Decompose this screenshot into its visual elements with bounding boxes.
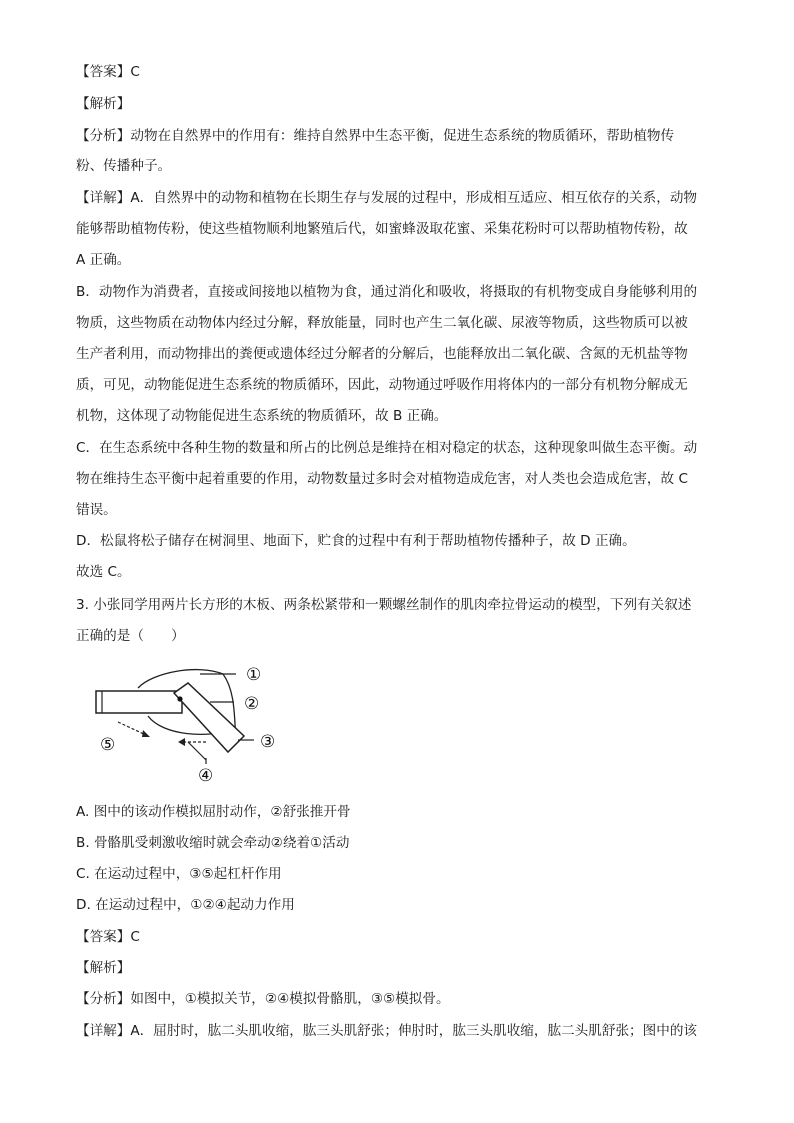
label-5: ⑤ [100,735,116,755]
fenxi-tag: 【分析】 [76,128,131,144]
screw-joint [177,696,182,701]
answer-tag: 【答案】 [76,64,131,80]
answer-value-2: C [130,929,140,945]
leader-line-4b [188,742,206,760]
detail-a-line-3: A 正确。 [76,252,131,268]
answer-tag-2: 【答案】 [76,929,131,945]
label-3: ③ [260,732,276,752]
muscle-bone-model-figure [88,658,298,786]
detail-b-line-2: 物质，这些物质在动物体内经过分解，释放能量，同时也产生二氧化碳、尿液等物质，这些物质可以被 [76,315,688,331]
fenxi-text-2: 如图中，①模拟关节，②④模拟骨骼肌，③⑤模拟骨。 [130,991,450,1007]
fenxi-line-1 [76,126,722,146]
fenxi-text: 动物在自然界中的作用有：维持自然界中生态平衡，促进生态系统的物质循环，帮助植物传 [130,128,675,144]
detail-a-text: A．自然界中的动物和植物在长期生存与发展的过程中，形成相互适应、相互依存的关系，动物 [130,190,698,206]
analysis-heading: 【解析】 [76,96,131,112]
detail-b-line-1: B．动物作为消费者，直接或间接地以植物为食，通过消化和吸收，将摄取的有机物变成自身能够利用的 [76,284,698,300]
detail-q3-a-text: A．屈肘时，肱二头肌收缩，肱三头肌舒张；伸肘时，肱三头肌收缩，肱二头肌舒张；图中的该 [130,1023,698,1039]
arrowhead-right-icon [178,738,185,746]
question-3-stem-line-2: 正确的是（ ） [76,628,185,644]
analysis-heading-2: 【解析】 [76,960,131,976]
detail-a-line-2: 能够帮助植物传粉，使这些植物顺利地繁殖后代，如蜜蜂汲取花蜜、采集花粉时可以帮助植物传粉，故 [76,221,688,237]
label-1: ① [246,665,262,685]
option-c: C. 在运动过程中，③⑤起杠杆作用 [76,866,282,882]
option-d: D. 在运动过程中，①②④起动力作用 [76,897,295,913]
detail-a-line-1 [76,188,722,208]
answer-value: C [130,64,140,80]
detail-tag: 【详解】 [76,190,131,206]
detail-b-line-3: 生产者利用，而动物排出的粪便或遗体经过分解者的分解后，也能释放出二氧化碳、含氮的无机盐等物 [76,346,688,362]
label-4: ④ [198,766,214,786]
fenxi-line-q3 [76,989,722,1009]
answer-line-2 [76,927,722,947]
detail-c-line-1: C．在生态系统中各种生物的数量和所占的比例总是维持在相对稳定的状态，这种现象叫做生态平衡。动 [76,440,698,456]
detail-tag-2: 【详解】 [76,1023,131,1039]
fenxi-tag-2: 【分析】 [76,991,131,1007]
answer-line [76,62,722,82]
question-3-stem-line-1: 3. 小张同学用两片长方形的木板、两条松紧带和一颗螺丝制作的肌肉牵拉骨运动的模型，下列有关叙述 [76,597,692,613]
label-2: ② [244,694,260,714]
detail-d-line-1: D．松鼠将松子储存在树洞里、地面下，贮食的过程中有利于帮助植物传播种子，故 D 正确。 [76,533,636,549]
detail-q3-line-1 [76,1021,722,1041]
option-b: B. 骨骼肌受刺激收缩时就会牵动②绕着①活动 [76,835,350,851]
option-a: A. 图中的该动作模拟屈肘动作，②舒张推开骨 [76,804,351,820]
detail-b-line-5: 机物，这体现了动物能促进生态系统的物质循环，故 B 正确。 [76,408,448,424]
detail-b-line-4: 质，可见，动物能促进生态系统的物质循环，因此，动物通过呼吸作用将体内的一部分有机物分解成无 [76,377,688,393]
muscle-bone-model-diagram [88,658,298,786]
conclusion-line: 故选 C。 [76,564,131,580]
detail-c-line-2: 物在维持生态平衡中起着重要的作用，动物数量过多时会对植物造成危害，对人类也会造成危害，故 C [76,471,688,487]
arrowhead-left-icon [142,730,150,737]
detail-c-line-3: 错误。 [76,502,117,518]
fenxi-line-2: 粉、传播种子。 [76,158,172,174]
wooden-board-horizontal [96,691,182,713]
